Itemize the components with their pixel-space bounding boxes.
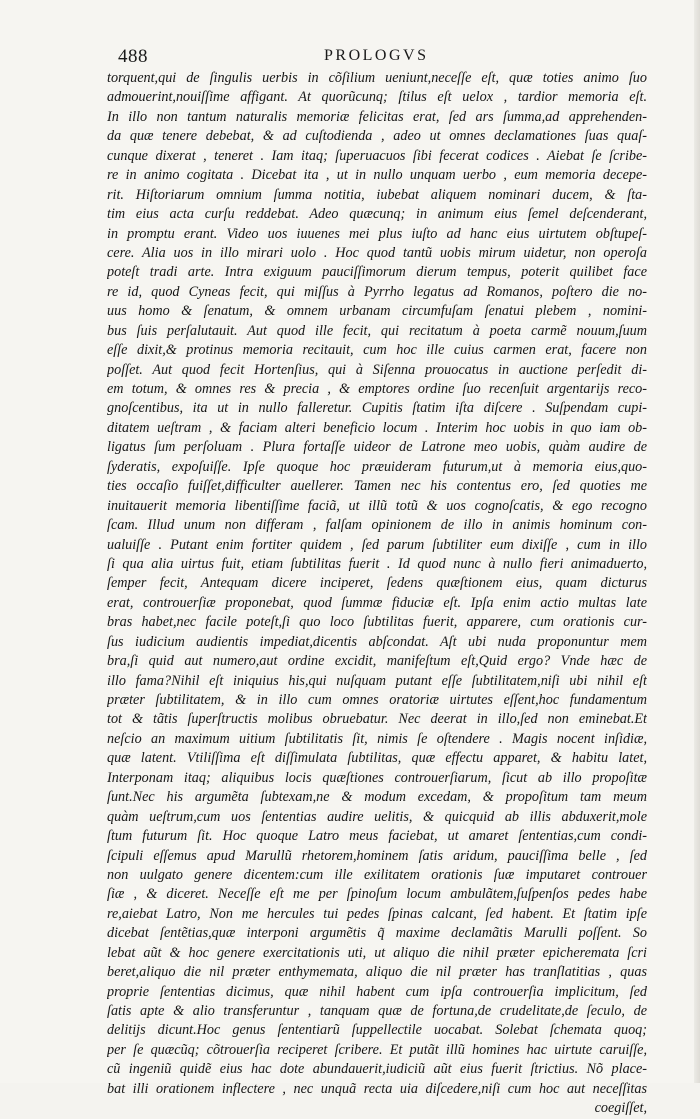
text-line: bus ſuis perſalutauit. Aut quod ille fecit, qui recitatum à poeta carmẽ nouum,ſuum xyxy=(107,322,647,339)
text-line: neſcio an maximum uitium ſubtilitatis ſit, nimis ſe oſtendere . Magis nocent inſidiæ, xyxy=(107,730,647,747)
text-line: da quæ tenere debebat, & ad cuſtodienda , adeo ut omnes declamationes ſuas quaſ- xyxy=(107,128,647,145)
text-line: illo fama?Nihil eſt iniquius his,qui nuſquam putant eſſe ſubtilitatem,niſi ubi nihil eſt xyxy=(107,672,647,689)
text-line: tim eius acta curſu reddebat. Adeo quæcunq; in animum eius ſemel deſcenderant, xyxy=(107,206,647,223)
text-line: re id, quod Cyneas fecit, qui miſſus à Pyrrho legatus ad Romanos, poſtero die no- xyxy=(107,283,647,300)
text-line: admouerint,nouiſſime affigant. At quorũcunq; ſtilus eſt uelox , tardior memoria eſt. xyxy=(107,89,647,106)
text-line: dicebat ſentẽtias,quæ interponi argumẽtis q̃ maxime declamãtis Marulli poſſent. So xyxy=(107,925,647,942)
text-line: cunque dixerat , teneret . Iam itaq; ſuperuacuos ſibi fecerat codices . Aiebat ſe ſcribe- xyxy=(107,147,647,164)
text-line: poteſt tradi arte. Intra exiguum pauciſſimorum dierum tempus, poterit quilibet face xyxy=(107,264,647,281)
text-line: delitijs dicunt.Hoc genus ſententiarũ ſuppellectile uocabat. Solebat ſchemata quoq; xyxy=(107,1022,647,1039)
text-line: beret,aliquo die nil præter enthymemata, aliquo die nil præter has tranſlatitias , quas xyxy=(107,964,647,981)
page-edge xyxy=(694,0,700,1083)
text-line: per ſe quæcũq; cõtrouerſia reciperet ſcribere. Et putãt illũ homines hac uirtute caruiſſe, xyxy=(107,1041,647,1058)
page-header xyxy=(118,44,598,70)
text-line: ſyderatis, expoſuiſſe. Ipſe quoque hoc præuideram futurum,ut à memoria eius,quo- xyxy=(107,458,647,475)
text-line: gnoſcentibus, ita ut in nullo falleretur. Cupitis ſtatim iſta diſcere . Suſpendam cupi- xyxy=(107,400,647,417)
text-line: Interponam itaq; aliquibus locis quæſtiones controuerſiarum, ſicut ab illo propoſitæ xyxy=(107,769,647,786)
text-line: re,aiebat Latro, Non me hercules tui pedes ſpinas calcant, ſed habent. Et ſtatim ipſe xyxy=(107,905,647,922)
text-line: torquent,qui de ſingulis uerbis in cõſilium ueniunt,neceſſe eſt, quæ toties animo ſuo xyxy=(107,70,647,86)
text-line: bra,ſi quid aut numero,aut ordine excidit, manifeſtum eſt,Quid ergo? Vnde hæc de xyxy=(107,653,647,670)
text-line: inuitauerit memoria libentiſſime faciã, ut illũ totũ & uos cognoſcatis, & ego recogno xyxy=(107,497,647,514)
text-line: ſi qua alia uirtus fuit, etiam ſubtilitas fuerit . Id quod nunc à nullo fieri animaduerto, xyxy=(107,555,647,572)
text-line: re in animo cogitata . Dicebat ita , ut in nullo unquam uerbo , eum memoria decepe- xyxy=(107,167,647,184)
text-line: ſiæ , & diceret. Neceſſe eſt me per ſpinoſum locum ambulãtem,ſuſpenſos pedes habe xyxy=(107,886,647,903)
text-line: em totum, & omnes res & precia , & emptores ordine ſuo recenſuit argentarijs reco- xyxy=(107,381,647,397)
text-line: ualuiſſe . Putant enim fortiter quidem , ſed parum ſubtiliter eum dixiſſe , cum in illo xyxy=(107,536,647,553)
body-text xyxy=(107,69,647,1119)
text-line: erat, controuerſiæ proponebat, quod ſummæ fiduciæ eſt. Ipſa enim actio multas late xyxy=(107,594,647,611)
text-line: ſunt.Nec his argumẽta ſubtexam,ne & modum excedam, & propoſitum tam meum xyxy=(107,789,647,806)
text-line: ſcipuli eſſemus apud Marullũ rhetorem,hominem ſatis aridum, pauciſſima belle , ſed xyxy=(107,847,647,864)
page-number: 488 xyxy=(118,46,148,67)
text-line: bat illi orationem inflectere , nec unquã recta uia diſcedere,niſi cum hoc aut neceſſitas xyxy=(107,1080,647,1097)
text-line: rit. Hiſtoriarum omnium ſumma notitia, iubebat aliquem nominari ducem, & ſta- xyxy=(107,186,647,203)
text-line: coegiſſet, xyxy=(594,1100,647,1117)
text-line: ſatis apte & alio transferuntur , tanquam quæ de fortuna,de crudelitate,de ſeculo, de xyxy=(107,1003,647,1019)
text-line: præter ſubtilitatem, & in illo cum omnes oratoriæ uirtutes eſſent,hoc fundamentum xyxy=(107,692,647,708)
text-line: ditatem ueſtram , & faciam alteri beneficio locum . Interim hoc uobis in quo iam ob- xyxy=(107,419,647,436)
text-line: eſſe dixit,& protinus memoria recitauit, cum hoc ille cuius carmen erat, facere non xyxy=(107,342,647,359)
text-line: lebat aũt & hoc genere exercitationis uti, ut aliquo die nihil præter epicheremata ſcri xyxy=(107,944,647,961)
text-line: in promptu erant. Video uos iuuenes mei plus iuſto ad hanc eius uirtutem obſtupeſ- xyxy=(107,225,647,242)
text-line: cere. Alia uos in illo mirari uolo . Hoc quod tantũ uobis mirum uidetur, non operoſa xyxy=(107,244,647,261)
running-head: PROLOGVS xyxy=(324,47,429,64)
text-line: ties occaſio fuiſſet,difficulter auellerer. Tamen nec his contentus ero, ſed quoties me xyxy=(107,478,647,495)
text-line: ſtum futurum ſit. Hoc quoque Latro meus faciebat, ut amaret ſententias,cum condi- xyxy=(107,828,647,845)
text-line: quàm ueſtrum,cum uos ſententias audire uelitis, & quicquid ab illis abduxerit,mole xyxy=(107,808,647,825)
text-line: In illo non tantum naturalis memoriæ felicitas erat, ſed ars ſumma,ad apprehenden- xyxy=(107,108,647,125)
text-line: quæ latent. Vtiliſſima eſt diſſimulata ſubtilitas, quæ effectu apparet, & habitu latet, xyxy=(107,750,647,767)
text-line: ſemper fecit, Antequam dicere inciperet, ſedens quæſtionem eius, quam dicturus xyxy=(107,575,647,592)
text-line: non uulgato genere dicentem:cum ille exilitatem orationis ſuæ imputaret controuer xyxy=(107,866,647,883)
text-line: ſus iudicium audientis impediat,dicentis abſcondat. Aſt ubi nuda proponuntur mem xyxy=(107,633,647,650)
text-line: poſſet. Aut quod fecit Hortenſius, qui à Siſenna prouocatus in auctione perſedit di- xyxy=(107,361,647,378)
text-line: cũ ingeniũ quidẽ eius hac dote abundauerit,iudiciũ aũt eius fuerit ſtrictius. Nõ place- xyxy=(107,1061,647,1078)
text-line: ſcam. Illud unum non differam , falſam opinionem de illo in animis hominum con- xyxy=(107,517,647,534)
text-line: uus homo & ſenatum, & omnem urbanam circumfuſam ſenatui plebem , nomini- xyxy=(107,303,647,320)
text-line: proprie ſententias dicimus, quæ nihil habent cum ipſa controuerſia implicitum, ſed xyxy=(107,983,647,1000)
text-line: bras habet,nec facile poteſt,ſi quo loco ſubtilitas fuerit, apparere, cum orationis cur- xyxy=(107,614,647,631)
text-line: ligatus ſum perſoluam . Plura fortaſſe uideor de Latrone meo uobis, quàm audire de xyxy=(107,439,647,456)
text-line: tot & tãtis ſuperſtructis molibus obruebatur. Nec deerat in illo,ſed non eminebat.Et xyxy=(107,711,647,728)
